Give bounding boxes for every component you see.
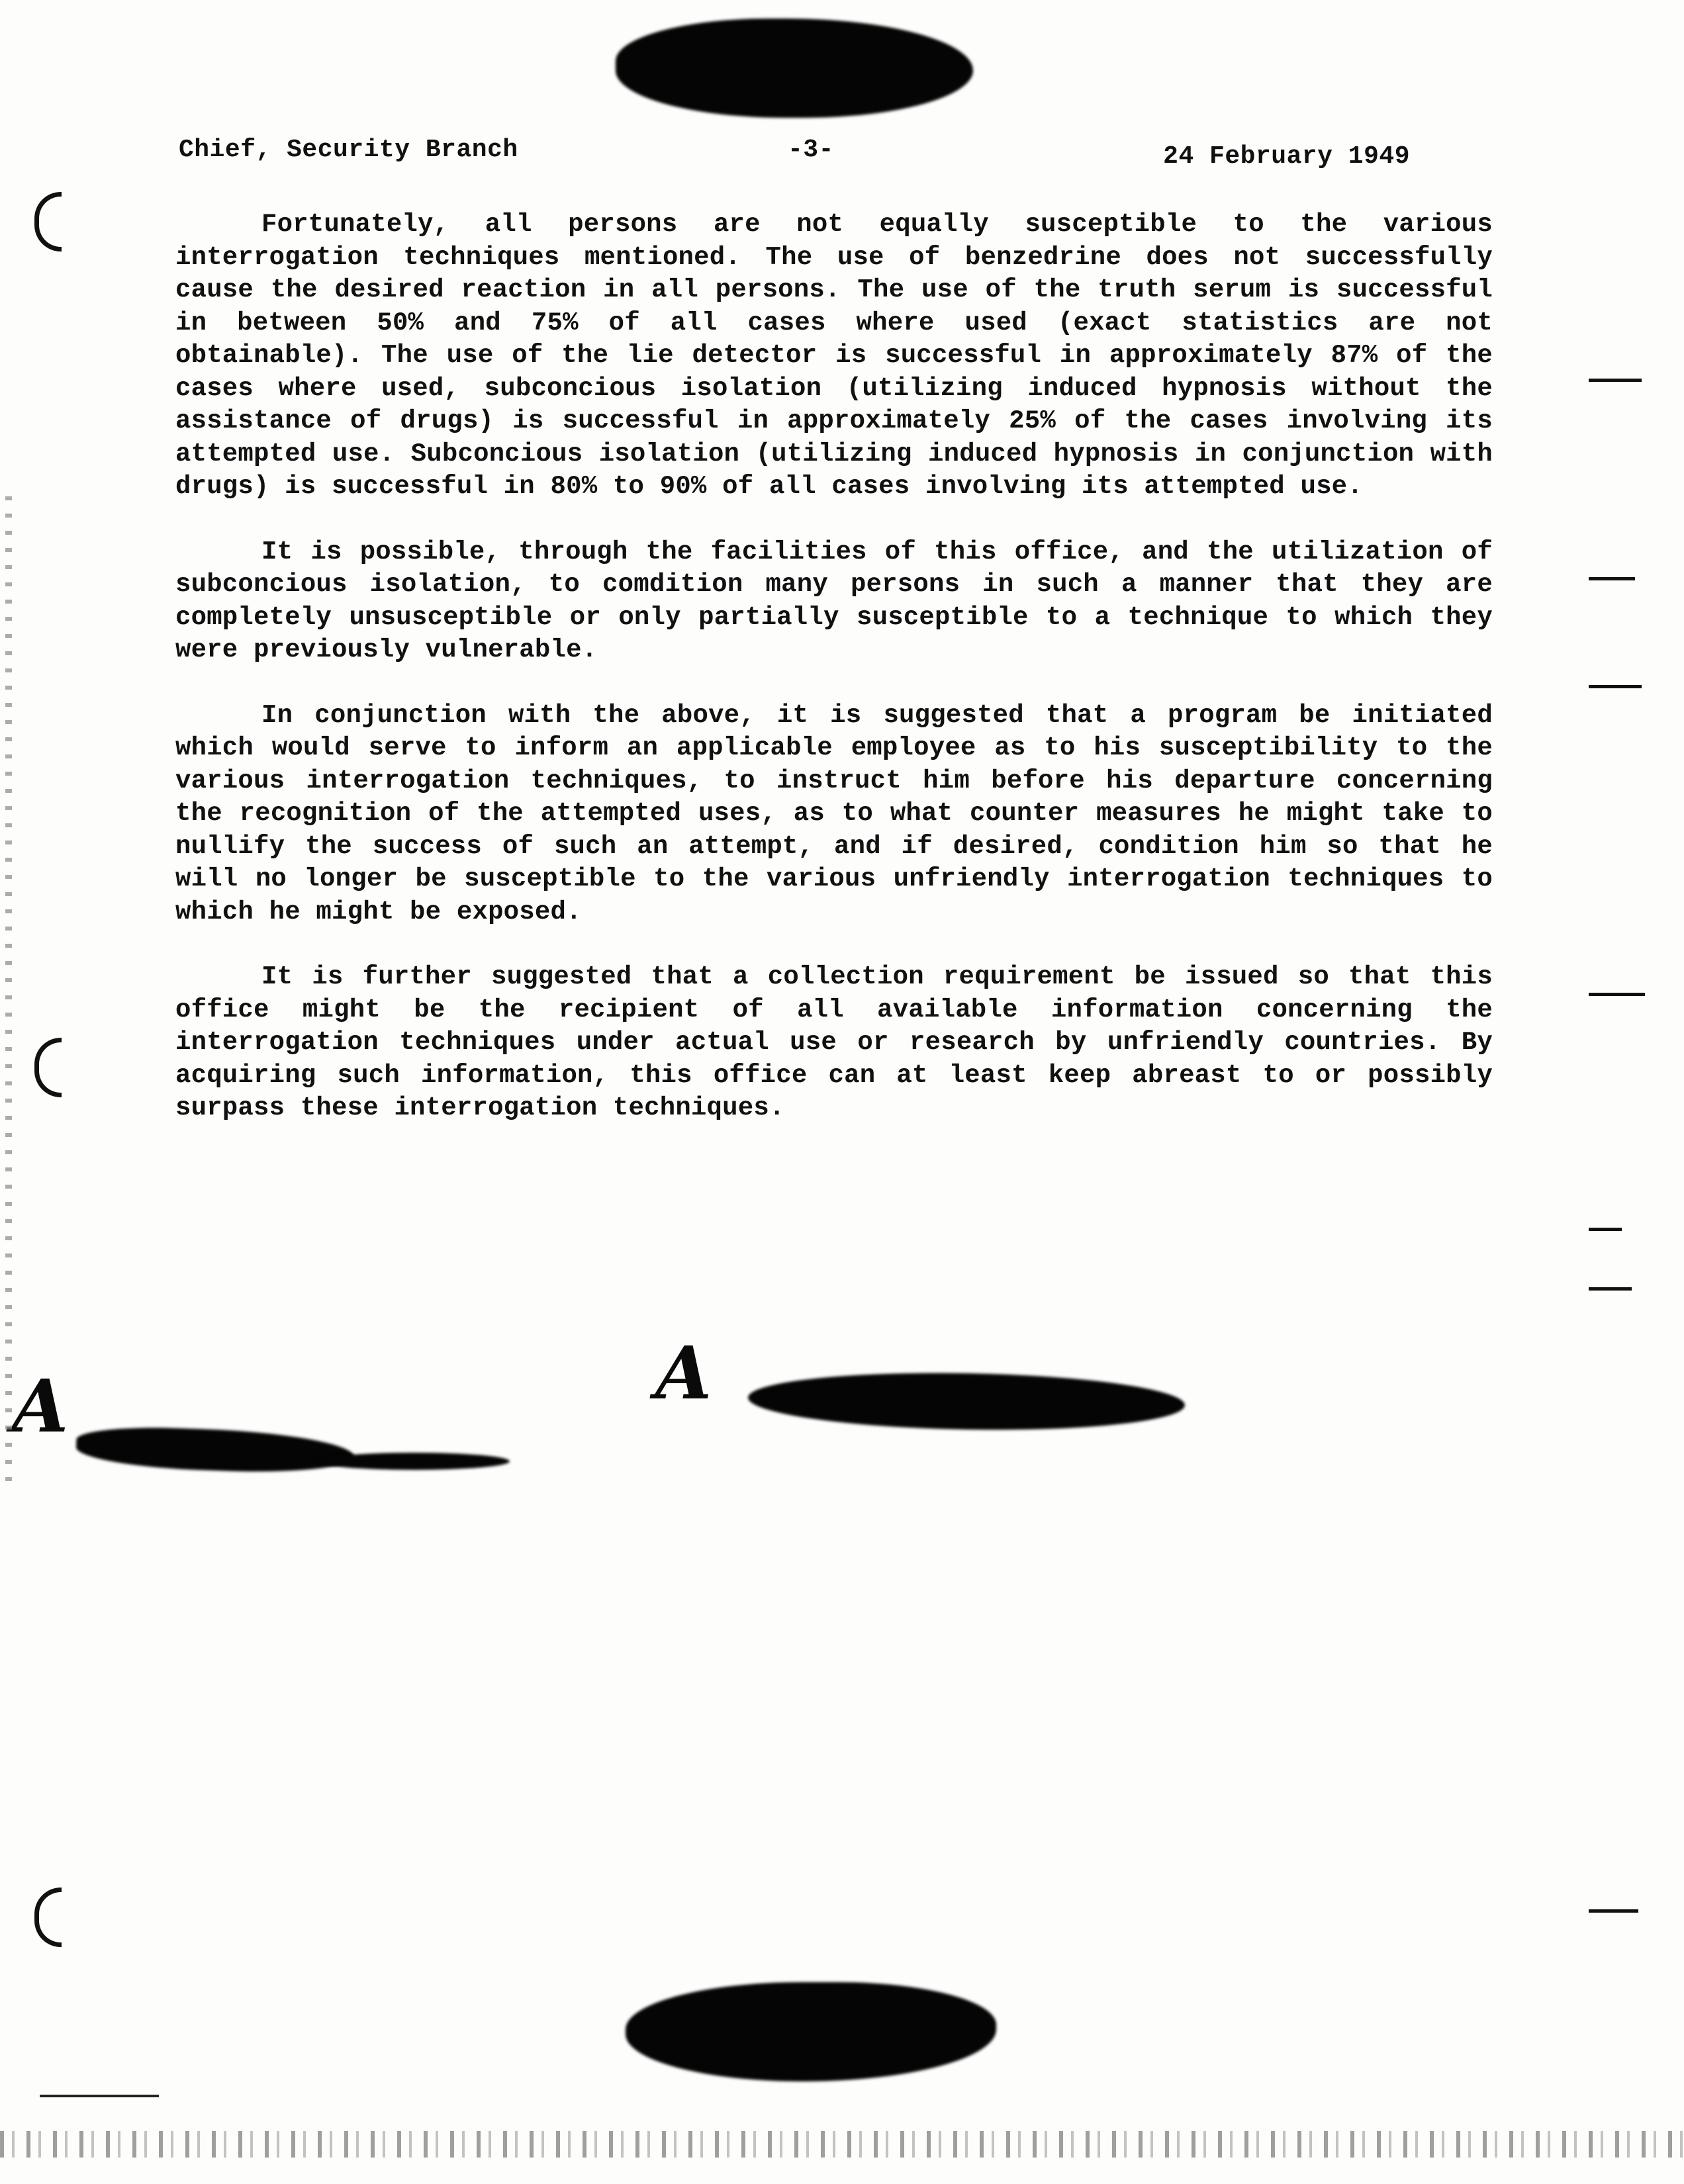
- handwritten-mark-left: A: [12, 1363, 69, 1449]
- paragraph-conditioning: It is possible, through the facilities of this office, and the utilization of subconcious isolation, to comdition many persons in such a manner that they are completely unsusceptible or only partially susceptible to a technique to which they were previously vulnerable.: [175, 537, 1493, 664]
- binder-hole-mark: [34, 192, 62, 251]
- addressee: Chief, Security Branch: [179, 136, 518, 164]
- margin-dash: [1589, 1228, 1622, 1231]
- paragraph-collection: It is further suggested that a collection requirement be issued so that this office might be the recipient of all available information concerning the interrogation techniques under actual use or research by unfriendly countries. By acquiring such information, this office can at least keep abreast to or possibly surpass these interrogation techniques.: [175, 962, 1493, 1122]
- scan-edge-bottom: [0, 2131, 1684, 2158]
- scan-edge-left: [5, 496, 12, 1489]
- margin-dash: [1589, 993, 1645, 996]
- redaction-signature-right: [747, 1369, 1185, 1433]
- scan-mark-bottom-line: [40, 2095, 159, 2097]
- memo-date: 24 February 1949: [1163, 142, 1410, 171]
- memo-header: [179, 136, 1410, 175]
- handwritten-mark-center: A: [655, 1330, 712, 1416]
- paragraph-program: In conjunction with the above, it is suggested that a program be initiated which would serve to inform an applicable employee as to his susceptibility to the various interrogation techniques, to instruct him before his departure concerning the recognition of the attempted uses, as to what counter measures he might take to nullify the success of such an attempt, and if desired, condition him so that he will no longer be susceptible to the various unfriendly interrogation techniques to which he might be exposed.: [175, 700, 1493, 927]
- redaction-top: [616, 19, 973, 118]
- binder-hole-mark: [34, 1888, 62, 1947]
- page-number: -3-: [788, 136, 834, 164]
- memo-body: [175, 208, 1493, 1158]
- margin-dash: [1589, 379, 1642, 382]
- redaction-bottom: [626, 1982, 996, 2081]
- margin-dash: [1589, 1909, 1638, 1913]
- paragraph-susceptibility: Fortunately, all persons are not equally susceptible to the various interrogation techniques mentioned. The use of benzedrine does not successfully cause the desired reaction in all persons. The use of the truth serum is successful in between 50% and 75% of all cases where used (exact statistics are not obtainable). The use of the lie detector is successful in approximately 87% of the cases where used, subconcious isolation (utilizing induced hypnosis without the assistance of drugs) is successful in approximately 25% of the cases involving its attempted use. Subconcious isolation (utilizing induced hypnosis in conjunction with drugs) is successful in 80% to 90% of all cases involving its attempted use.: [175, 210, 1493, 501]
- binder-hole-mark: [34, 1038, 62, 1097]
- redaction-signature-left: [75, 1425, 355, 1476]
- margin-dash: [1589, 685, 1642, 688]
- margin-dash: [1589, 577, 1635, 580]
- margin-dash: [1589, 1287, 1632, 1291]
- redaction-signature-left-tail: [318, 1453, 510, 1470]
